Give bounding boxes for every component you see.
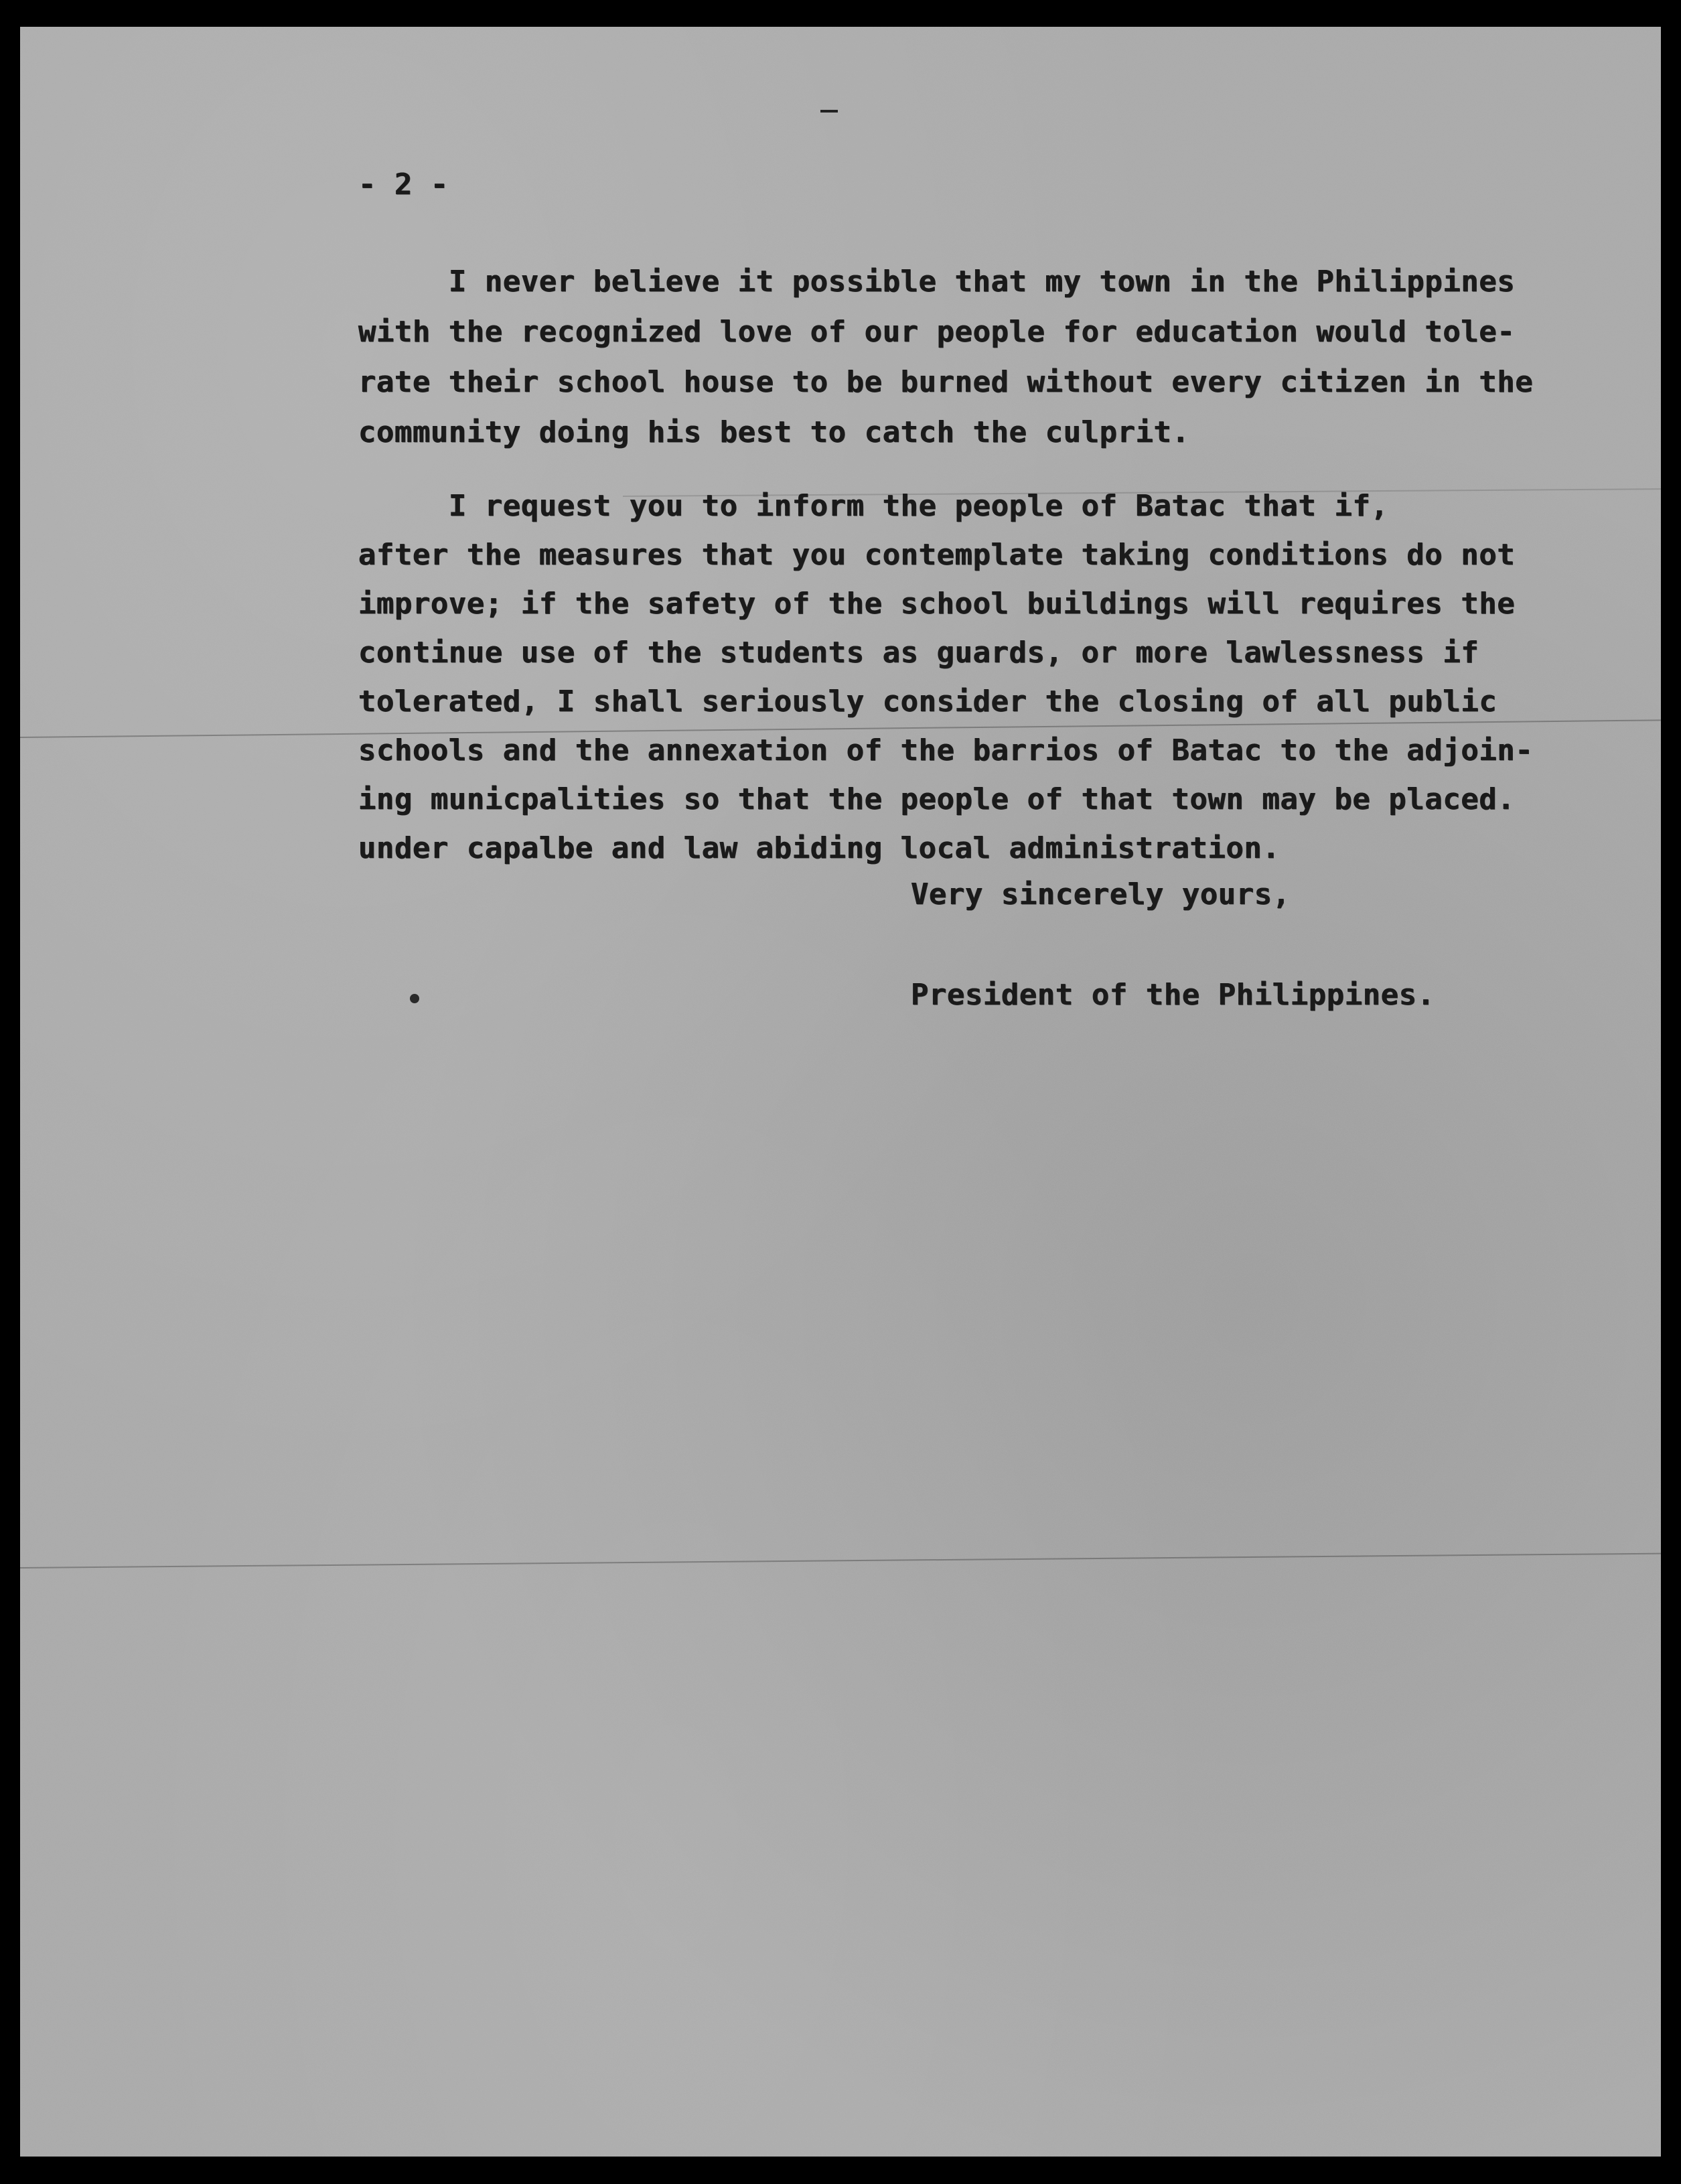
- body-line: schools and the annexation of the barrios of Batac to the adjoin-: [358, 733, 1534, 768]
- body-line: rate their school house to be burned without every citizen in the: [358, 365, 1534, 399]
- ink-speck: [410, 994, 419, 1003]
- body-line: under capalbe and law abiding local administration.: [358, 831, 1281, 865]
- body-line: I request you to inform the people of Batac that if,: [358, 489, 1389, 523]
- body-line: with the recognized love of our people for education would tole-: [358, 315, 1516, 349]
- body-line: continue use of the students as guards, or more lawlessness if: [358, 636, 1479, 670]
- body-line: tolerated, I shall seriously consider the closing of all public: [358, 684, 1497, 719]
- document-page: [20, 27, 1661, 2157]
- body-line: ing municpalities so that the people of that town may be placed.: [358, 782, 1516, 816]
- body-line: improve; if the safety of the school buildings will requires the: [358, 587, 1516, 621]
- page-number: - 2 -: [358, 167, 449, 202]
- body-line: community doing his best to catch the culprit.: [358, 415, 1190, 449]
- body-line: after the measures that you contemplate taking conditions do not: [358, 538, 1516, 572]
- closing-salutation: Very sincerely yours,: [911, 877, 1291, 912]
- top-mark: [820, 110, 838, 113]
- signature-title: President of the Philippines.: [911, 978, 1435, 1012]
- body-line: I never believe it possible that my town in the Philippines: [358, 265, 1516, 299]
